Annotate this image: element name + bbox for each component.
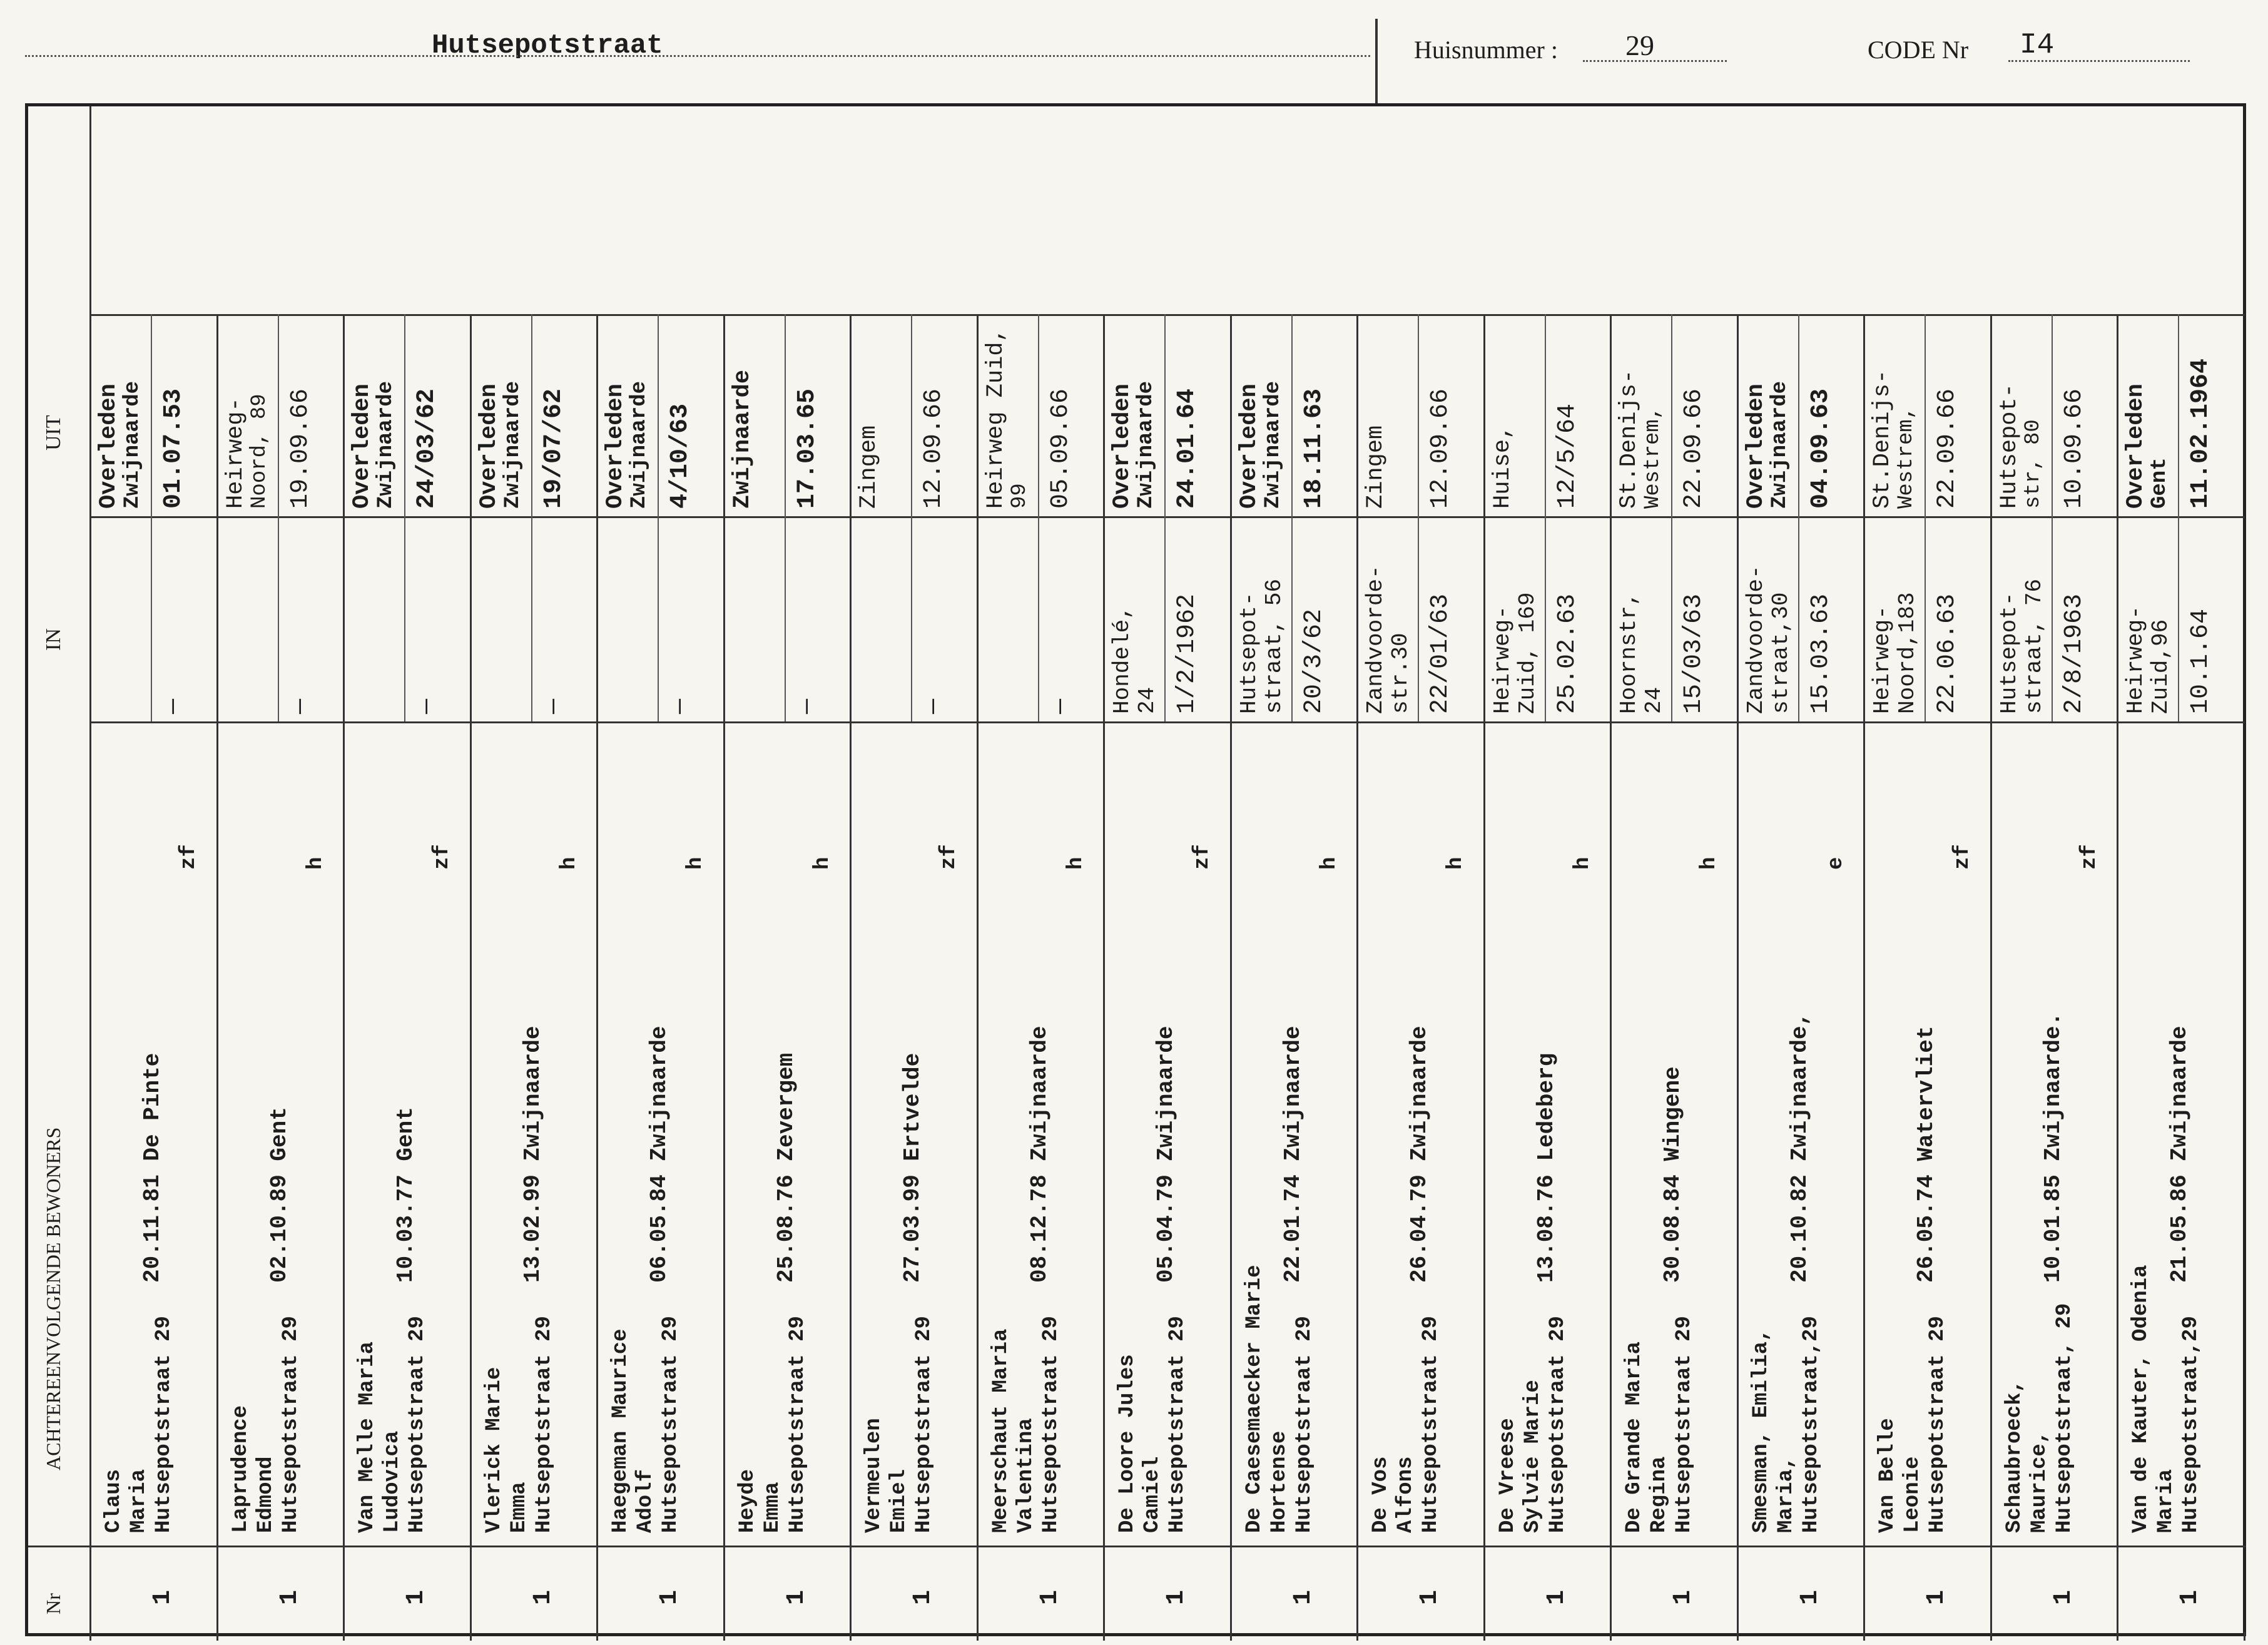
uit-place-detail: Zwijnaarde [1261,380,1285,509]
resident-address: Hutsepotstraat 29 [278,1316,303,1533]
row-divider [1737,314,1739,1633]
resident-nr: 1 [656,1589,684,1605]
in-place: Heirweg- [1869,606,1895,714]
in-inner-divider [2052,516,2053,721]
resident-given-name: Valentina [1014,1418,1038,1533]
resident-surname: Van de Kauter, Odenia [2129,1265,2153,1533]
uit-inner-divider [531,314,532,516]
resident-code: h [557,857,581,870]
resident-address: Hutsepotstraat 29 [1419,1316,1443,1533]
uit-place: Overleden [603,384,629,509]
in-inner-divider [2178,516,2179,721]
resident-birth: 30.08.84 Wingene [1660,1066,1686,1283]
row-divider [1230,314,1232,1633]
uit-place: Overleden [2123,384,2149,509]
uit-date: 19/07/62 [539,388,568,509]
uit-inner-divider [404,314,405,516]
resident-address: Hutsepotstraat 29 [1672,1316,1696,1533]
in-place-detail: 24 [1134,686,1160,714]
uit-inner-divider [911,314,912,516]
in-place: Hutsepot- [1236,592,1262,714]
uit-inner-divider [2178,314,2179,516]
resident-birth: 05.04.79 Zwijnaarde [1153,1026,1179,1283]
in-place-detail: straat,30 [1767,592,1794,714]
in-place-detail: straat, 76 [2021,578,2047,714]
resident-address: Hutsepotstraat 29 [532,1316,556,1533]
bottom-tick [1990,1632,1992,1641]
resident-nr: 1 [1796,1589,1824,1605]
resident-address: Hutsepotstraat 29 [1545,1316,1570,1533]
uit-date: 05.09.66 [1046,388,1075,509]
resident-address: Hutsepotstraat 29 [405,1316,429,1533]
in-inner-divider [1545,516,1546,721]
uit-date: 10.09.66 [2060,388,2088,509]
house-number-value: 29 [1625,29,1654,61]
in-place-detail: Zuid,96 [2148,619,2174,714]
row-divider [723,314,725,1633]
in-date: — [539,698,568,714]
bottom-tick [89,1632,91,1641]
row-divider [216,314,218,1633]
uit-place-detail: Westrem, [1894,406,1918,509]
resident-nr: 1 [1162,1589,1191,1605]
in-date: 2/8/1963 [2060,593,2088,714]
resident-birth: 10.01.85 Zwijnaarde. [2040,1012,2066,1283]
bottom-tick [2244,1632,2245,1641]
resident-code: h [684,857,708,870]
uit-place-detail: Zwijnaarde [628,380,651,509]
resident-given-name: Edmond [253,1456,278,1533]
bottom-tick [216,1632,218,1641]
in-inner-divider [911,516,912,721]
uit-place: Zwijnaarde [729,369,756,509]
resident-nr: 1 [1416,1589,1444,1605]
resident-surname: Schaubroeck, [2002,1380,2026,1533]
resident-birth: 06.05.84 Zwijnaarde [646,1026,672,1283]
uit-date: 18.11.63 [1299,388,1328,509]
in-place-detail: Noord,183 [1894,592,1920,714]
uit-place: Overleden [1236,384,1263,509]
resident-surname: Vlerick Marie [482,1367,506,1533]
code-value: I4 [2020,29,2055,61]
resident-birth: 02.10.89 Gent [266,1107,292,1283]
uit-place-detail: Zwijnaarde [501,380,525,509]
resident-birth: 27.03.99 Ertvelde [900,1052,925,1283]
uit-date: 11.02.1964 [2187,358,2215,509]
row-divider [1990,314,1992,1633]
in-place-detail: str.30 [1388,633,1413,714]
row-divider [343,314,345,1633]
uit-date: 22.09.66 [1680,388,1708,509]
resident-given-name: Emiel [887,1469,911,1533]
in-place: Heirweg- [2123,606,2148,714]
resident-address: Hutsepotstraat 29 [659,1316,683,1533]
in-inner-divider [1164,516,1166,721]
uit-inner-divider [1798,314,1799,516]
in-date: 22/01/63 [1426,593,1455,714]
resident-surname: De Grande Maria [1622,1341,1646,1533]
in-inner-divider [1038,516,1039,721]
uit-date: 24.01.64 [1173,388,1201,509]
resident-birth: 08.12.78 Zwijnaarde [1026,1026,1052,1283]
row-divider [2117,314,2118,1633]
uit-place: Zingem [856,425,882,509]
in-date: 22.06.63 [1933,593,1961,714]
bottom-tick [850,1632,852,1641]
resident-code: zf [1951,844,1975,870]
uit-inner-divider [1164,314,1166,516]
row-divider [1103,314,1105,1633]
resident-code: zf [430,844,454,870]
row-divider [596,314,598,1633]
uit-place: Huise, [1489,425,1516,509]
resident-code: e [1824,857,1848,870]
resident-birth: 10.03.77 Gent [393,1107,419,1283]
code-dotted-line [2008,60,2190,62]
resident-given-name: Emma [760,1482,785,1533]
resident-code: h [810,857,835,870]
uit-place: Overleden [96,384,122,509]
row-divider [1356,314,1358,1633]
uit-date: 01.07.53 [160,388,188,509]
uit-place-detail: str, 80 [2021,419,2045,509]
resident-nr: 1 [1542,1589,1571,1605]
resident-code: zf [177,844,201,870]
resident-birth: 21.05.86 Zwijnaarde [2167,1026,2192,1283]
resident-birth: 20.10.82 Zwijnaarde, [1786,1012,1813,1283]
uit-place: Overleden [1742,384,1769,509]
resident-surname: Laprudence [228,1405,253,1533]
resident-code: h [1064,857,1088,870]
resident-given-name: Emma [507,1482,531,1533]
resident-surname: Heyde [735,1469,760,1533]
resident-nr: 1 [909,1589,937,1605]
in-inner-divider [1671,516,1672,721]
in-date: — [920,698,948,714]
uit-place: Zingem [1363,425,1389,509]
uit-place: Hutsepot- [1996,384,2023,509]
resident-address: Hutsepotstraat 29 [1166,1316,1189,1533]
resident-birth: 22.01.74 Zwijnaarde [1279,1026,1306,1283]
resident-surname: Meerschaut Maria [989,1328,1013,1533]
resident-nr: 1 [2049,1589,2078,1605]
uit-in-line [89,516,2245,518]
resident-code: zf [1191,844,1214,870]
uit-place: Overleden [349,384,375,509]
bottom-tick [470,1632,472,1641]
uit-inner-divider [785,314,786,516]
uit-date: 04.09.63 [1806,388,1835,509]
uit-place-detail: Zwijnaarde [374,380,398,509]
in-inner-divider [531,516,532,721]
resident-surname: Van Melle Maria [355,1341,379,1533]
street-name: Hutsepotstraat [432,30,663,61]
resident-surname: De Vreese [1495,1418,1520,1533]
resident-surname: Van Belle [1876,1418,1899,1533]
column-label-uit: UIT [42,415,65,451]
bottom-tick [2117,1632,2118,1641]
bottom-tick [723,1632,725,1641]
in-date: 10.1.64 [2187,608,2215,714]
uit-date: 22.09.66 [1933,388,1961,509]
resident-address: Hutsepotstraat 29 [1039,1316,1063,1533]
uit-place-detail: Zwijnaarde [121,380,145,509]
in-inner-divider [1291,516,1293,721]
resident-birth: 26.04.79 Zwijnaarde [1406,1026,1432,1283]
resident-nr: 1 [1669,1589,1697,1605]
in-date: — [160,698,188,714]
resident-given-name: Leonie [1901,1456,1925,1533]
uit-inner-divider [1925,314,1926,516]
resident-code: h [303,857,328,870]
resident-surname: De Caesemaecker Marie [1242,1265,1266,1533]
resident-code: zf [2077,844,2102,870]
in-inner-divider [1925,516,1926,721]
in-place-detail: 24 [1641,686,1667,714]
in-place-detail: straat, 56 [1261,578,1287,714]
resident-nr: 1 [2176,1589,2204,1605]
in-place: Zandvoorde- [1363,565,1388,714]
in-date: — [413,698,441,714]
uit-place-detail: Gent [2148,457,2172,509]
resident-surname: Smesman, Emilia, [1749,1328,1773,1533]
uit-inner-divider [1038,314,1039,516]
resident-address: Hutsepotstraat 29 [1292,1316,1316,1533]
in-date: 25.02.63 [1553,593,1582,714]
in-place: Hondelé, [1109,606,1135,714]
in-inner-divider [1798,516,1799,721]
uit-place: St.Denijs- [1869,369,1896,509]
row-divider [977,314,979,1633]
uit-date: 4/10/63 [666,403,694,509]
in-inner-divider [658,516,659,721]
resident-nr: 1 [1289,1589,1318,1605]
resident-given-name: Maurice, [2027,1430,2052,1533]
uit-inner-divider [1418,314,1419,516]
resident-code: zf [937,844,961,870]
row-divider [1483,314,1485,1633]
resident-nr: 1 [275,1589,304,1605]
resident-surname: Claus [102,1469,126,1533]
resident-code: h [1570,857,1595,870]
resident-nr: 1 [149,1589,177,1605]
uit-inner-divider [1291,314,1293,516]
uit-place-detail: Zwijnaarde [1767,380,1792,509]
row-divider [470,314,472,1633]
resident-birth: 13.08.76 Ledeberg [1533,1052,1559,1283]
uit-inner-divider [1671,314,1672,516]
house-number-dotted-line [1583,60,1727,62]
uit-place-detail: 99 [1007,483,1032,509]
uit-place: St.Denijs- [1616,369,1642,509]
in-date: 15.03.63 [1806,593,1835,714]
uit-top-line [89,314,2245,316]
in-date: — [666,698,694,714]
bottom-tick [1737,1632,1739,1641]
resident-given-name: Regina [1647,1456,1671,1533]
resident-given-name: Adolf [634,1469,658,1533]
bottom-tick [977,1632,979,1641]
street-dotted-line [25,55,1370,57]
uit-place-detail: Noord, 89 [247,394,272,509]
in-date: — [286,698,315,714]
uit-date: 12.09.66 [1426,388,1455,509]
row-divider [1610,314,1612,1633]
resident-surname: De Vos [1369,1456,1393,1533]
resident-address: Hutsepotstraat 29 [152,1316,176,1533]
resident-birth: 13.02.99 Zwijnaarde [519,1026,546,1283]
in-inner-divider [151,516,152,721]
uit-place-detail: Zwijnaarde [1134,380,1158,509]
in-place: Zandvoorde- [1742,565,1769,714]
uit-date: 19.09.66 [286,388,315,509]
resident-code: h [1444,857,1468,870]
resident-nr: 1 [402,1589,430,1605]
resident-address: Hutsepotstraat 29 [785,1316,810,1533]
uit-inner-divider [2052,314,2053,516]
uit-date: 12/5/64 [1553,403,1582,509]
uit-place-detail: Westrem, [1641,406,1665,509]
in-inner-divider [278,516,279,721]
code-label: CODE Nr [1868,36,1969,64]
resident-nr: 1 [782,1589,811,1605]
resident-address: Hutsepotstraat 29 [912,1316,936,1533]
header-divider [1375,19,1378,106]
uit-date: 17.03.65 [793,388,821,509]
uit-inner-divider [658,314,659,516]
column-label-bewoners: ACHTEREENVOLGENDE BEWONERS [42,1127,64,1470]
uit-place: Heirweg Zuid, [982,328,1009,509]
in-date: — [793,698,821,714]
bottom-tick [1610,1632,1612,1641]
uit-inner-divider [1545,314,1546,516]
resident-nr: 1 [1035,1589,1064,1605]
resident-code: h [1697,857,1721,870]
uit-date: 12.09.66 [920,388,948,509]
resident-surname: Vermeulen [862,1418,886,1533]
resident-birth: 25.08.76 Zevergem [773,1052,799,1283]
column-label-in: IN [42,628,65,651]
resident-address: Hutsepotstraat, 29 [2052,1303,2077,1533]
in-place: Hutsepot- [1996,592,2022,714]
column-label-nr: Nr [42,1593,64,1614]
in-bewoners-line [89,721,2245,723]
bewoners-nr-line [28,1546,2246,1547]
uit-inner-divider [151,314,152,516]
in-inner-divider [1418,516,1419,721]
resident-birth: 26.05.74 Watervliet [1913,1026,1939,1283]
label-column-divider [89,106,91,1633]
bottom-tick [1230,1632,1232,1641]
resident-given-name: Ludovica [380,1430,404,1533]
house-number-label: Huisnummer : [1414,36,1558,64]
in-place: Hoornstr, [1616,592,1642,714]
resident-code: h [1317,857,1341,870]
uit-place: Heirweg- [222,397,249,509]
resident-address: Hutsepotstraat,29 [1799,1316,1823,1533]
resident-surname: Haegeman Maurice [609,1328,633,1533]
bottom-tick [1483,1632,1485,1641]
resident-given-name: Maria, [1774,1456,1798,1533]
bottom-tick [1863,1632,1865,1641]
resident-address: Hutsepotstraat 29 [1926,1316,1950,1533]
row-divider [850,314,852,1633]
resident-nr: 1 [1923,1589,1951,1605]
resident-given-name: Alfons [1394,1456,1418,1533]
resident-surname: De Loore Jules [1116,1354,1139,1533]
resident-given-name: Camiel [1141,1456,1164,1533]
in-place-detail: Zuid, 169 [1514,592,1540,714]
resident-address: Hutsepotstraat,29 [2179,1316,2203,1533]
bottom-tick [596,1632,598,1641]
resident-given-name: Sylvie Marie [1520,1380,1545,1533]
resident-birth: 20.11.81 De Pinte [140,1052,165,1283]
uit-date: 24/03/62 [413,388,441,509]
in-date: 15/03/63 [1680,593,1708,714]
resident-given-name: Maria [127,1469,151,1533]
in-inner-divider [785,516,786,721]
in-date: 20/3/62 [1299,608,1328,714]
bottom-tick [343,1632,345,1641]
bottom-tick [1356,1632,1358,1641]
in-date: — [1046,698,1075,714]
uit-inner-divider [278,314,279,516]
uit-place: Overleden [475,384,502,509]
in-date: 1/2/1962 [1173,593,1201,714]
resident-nr: 1 [529,1589,557,1605]
in-place: Heirweg- [1489,606,1515,714]
residents-register-form [25,103,2246,1636]
in-inner-divider [404,516,405,721]
row-divider [1863,314,1865,1633]
uit-place: Overleden [1109,384,1136,509]
resident-given-name: Hortense [1267,1430,1291,1533]
bottom-tick [1103,1632,1105,1641]
resident-given-name: Maria [2154,1469,2178,1533]
